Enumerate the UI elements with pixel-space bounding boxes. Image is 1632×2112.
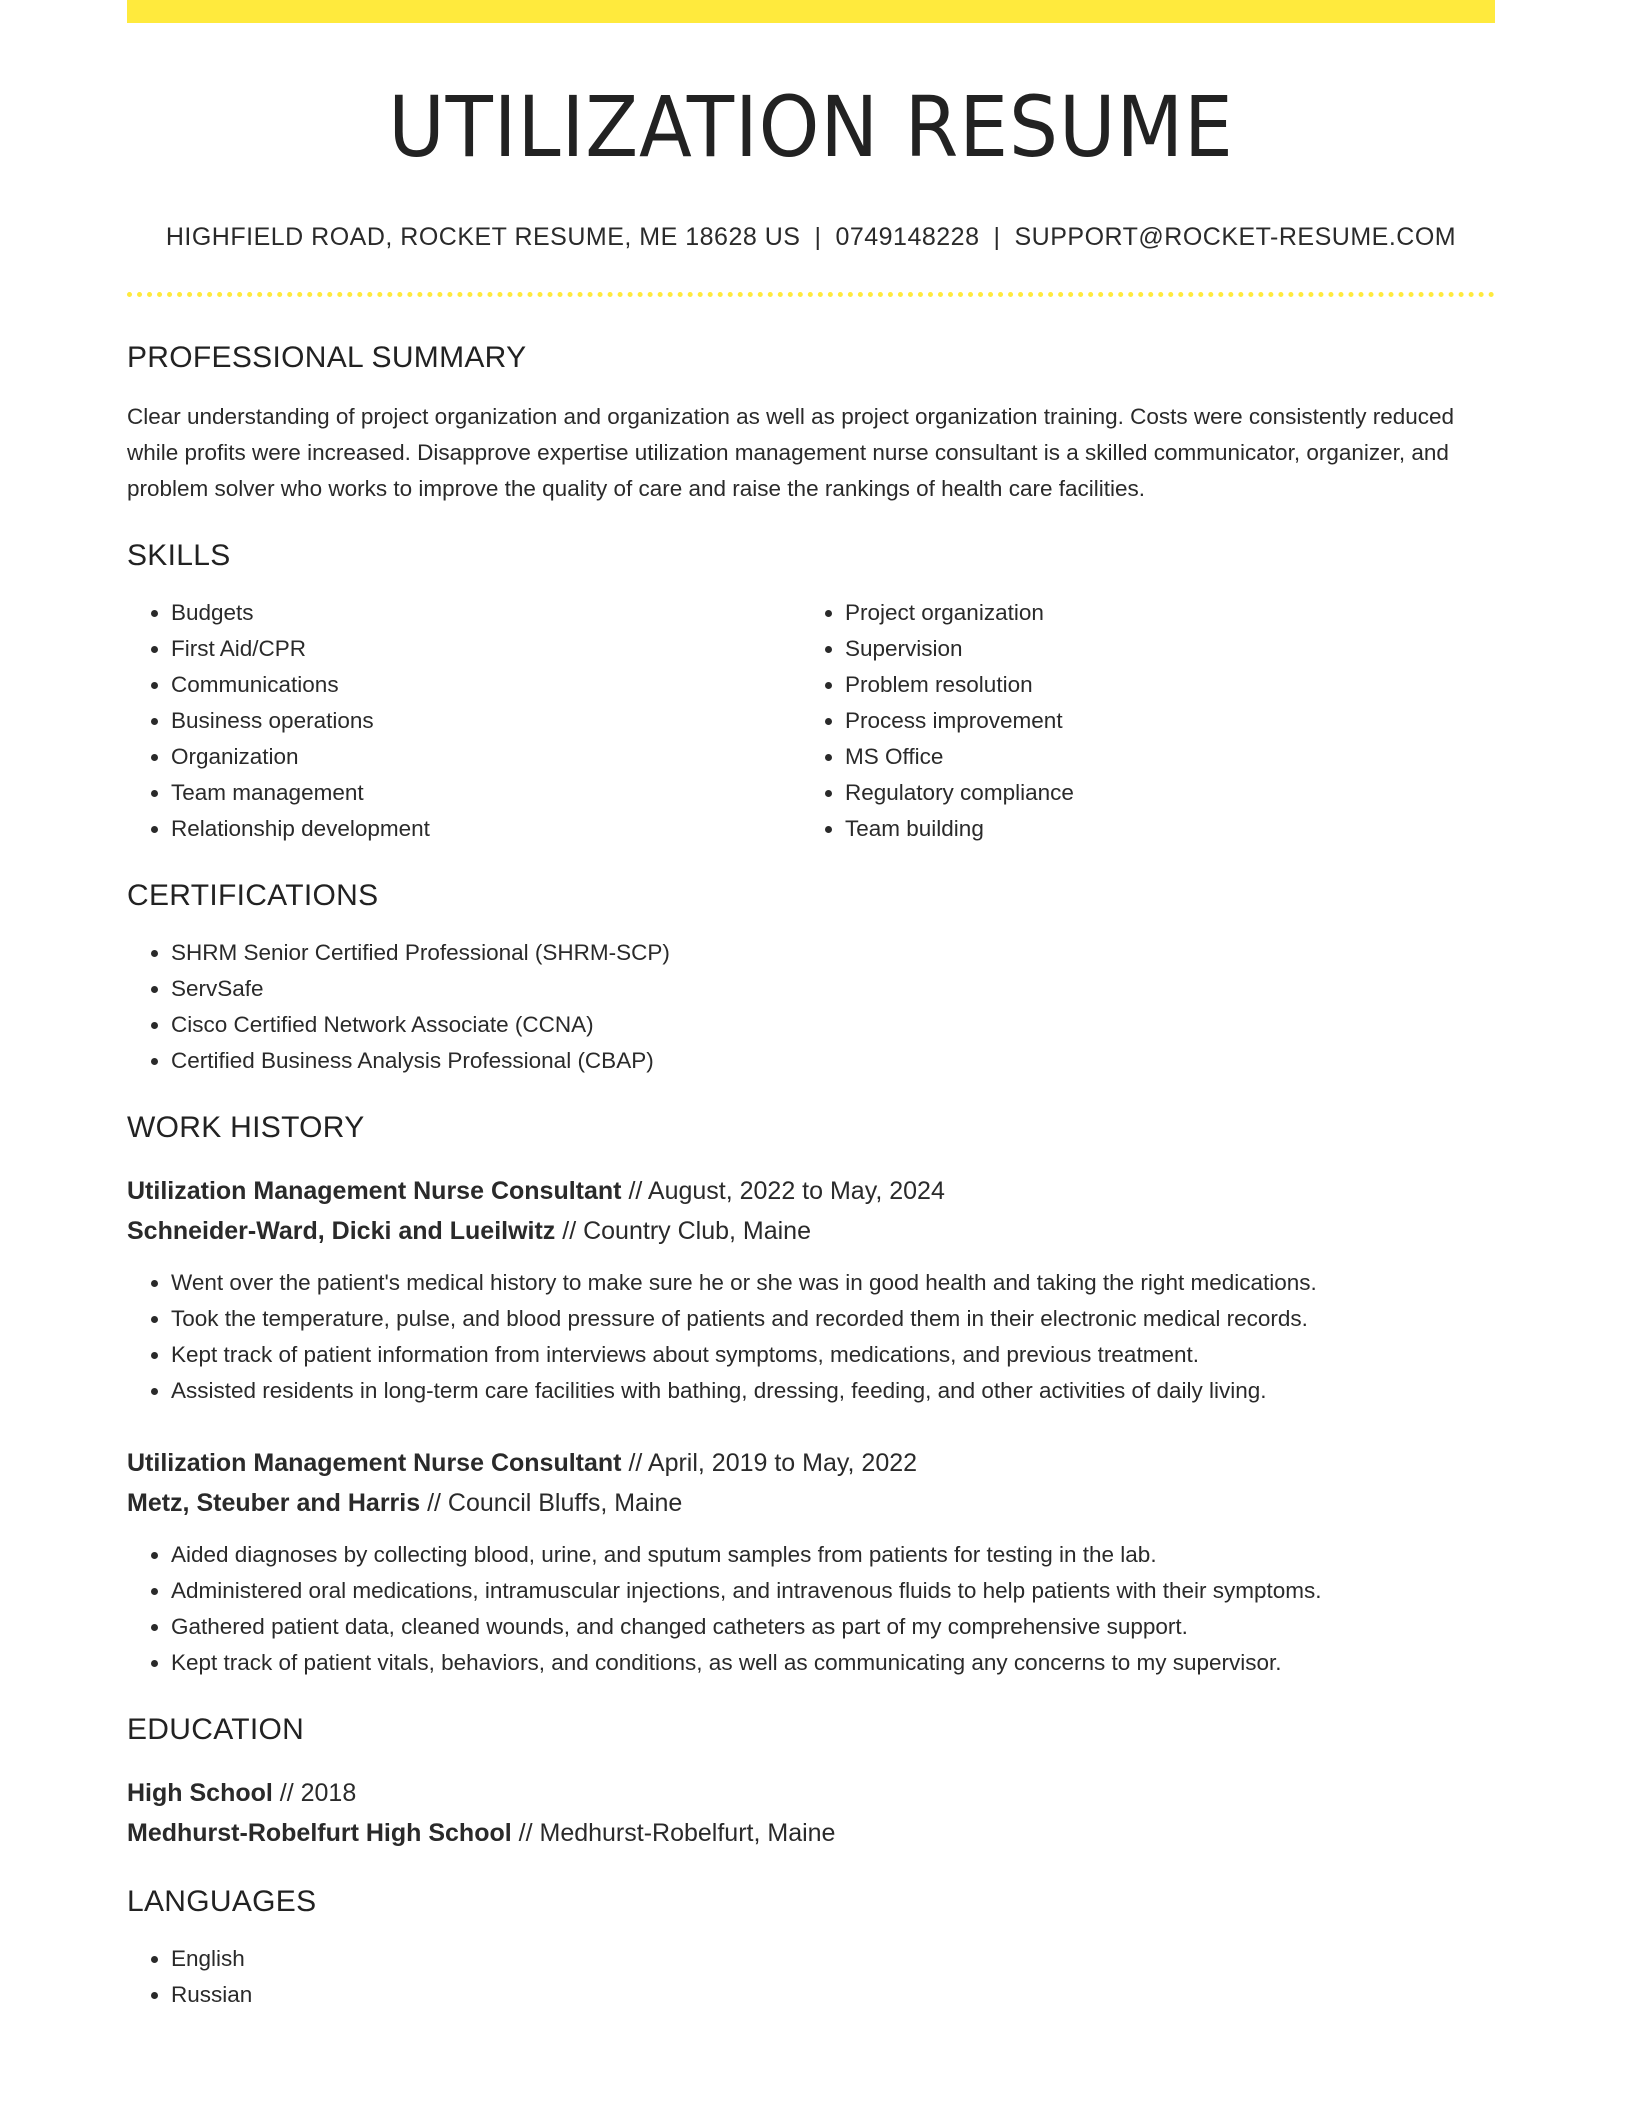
skill-item: • First Aid/CPR <box>171 631 801 667</box>
work-history-heading: WORK HISTORY <box>127 1111 365 1145</box>
dotted-divider <box>127 292 1495 297</box>
job-title: Utilization Management Nurse Consultant <box>127 1177 622 1206</box>
job-bullet: • Administered oral medications, intramuscular injections, and intravenous fluids to help patients with their symptoms. <box>171 1573 1495 1609</box>
job-bullets <box>127 1265 1495 1409</box>
education-school-line <box>127 1813 1495 1853</box>
contact-address: HIGHFIELD ROAD, ROCKET RESUME, ME 18628 US <box>165 223 801 252</box>
job-bullet: • Took the temperature, pulse, and blood pressure of patients and recorded them in their electronic medical records. <box>171 1301 1495 1337</box>
resume-page <box>127 0 1495 2013</box>
contact-line <box>127 223 1495 252</box>
job-title-line <box>127 1171 1495 1211</box>
job-bullet: • Gathered patient data, cleaned wounds, and changed catheters as part of my comprehensive support. <box>171 1609 1495 1645</box>
skill-item: • Team management <box>171 775 801 811</box>
job-dates: // April, 2019 to May, 2022 <box>628 1449 918 1478</box>
education-degree-line <box>127 1773 1495 1813</box>
job-bullet: • Went over the patient's medical history to make sure he or she was in good health and taking the right medications. <box>171 1265 1495 1301</box>
summary-text: Clear understanding of project organization and organization as well as project organization training. Costs were consistently reduced while profits were increased. Disapprove expertise utilization management nurse consultant is a skilled communicator, organizer, and problem solver who works to improve the quality of care and raise the rankings of health care facilities. <box>127 404 1455 502</box>
certification-item: • SHRM Senior Certified Professional (SHRM-SCP) <box>171 935 1495 971</box>
skills-columns <box>127 595 1495 847</box>
job-location: // Country Club, Maine <box>562 1217 811 1246</box>
skill-item: • Business operations <box>171 703 801 739</box>
contact-email: SUPPORT@ROCKET-RESUME.COM <box>1014 223 1457 252</box>
job-title: Utilization Management Nurse Consultant <box>127 1449 622 1478</box>
skill-item: • Supervision <box>845 631 1475 667</box>
job-bullet: • Assisted residents in long-term care facilities with bathing, dressing, feeding, and other activities of daily living. <box>171 1373 1495 1409</box>
contact-phone: 0749148228 <box>835 223 980 252</box>
skill-item: • Budgets <box>171 595 801 631</box>
certification-item: • ServSafe <box>171 971 1495 1007</box>
resume-title: UTILIZATION RESUME <box>388 78 1234 176</box>
language-item: • Russian <box>171 1977 1495 2013</box>
skill-item: • Team building <box>845 811 1475 847</box>
contact-separator: | <box>993 223 1001 252</box>
job-bullet: • Kept track of patient information from interviews about symptoms, medications, and previous treatment. <box>171 1337 1495 1373</box>
job-bullets <box>127 1537 1495 1681</box>
job-company-line <box>127 1483 1495 1523</box>
certification-item: • Cisco Certified Network Associate (CCNA) <box>171 1007 1495 1043</box>
job-dates: // August, 2022 to May, 2024 <box>628 1177 945 1206</box>
job-entry <box>127 1443 1495 1681</box>
skills-heading: SKILLS <box>127 539 231 573</box>
skill-item: • Relationship development <box>171 811 801 847</box>
education-school: Medhurst-Robelfurt High School <box>127 1819 512 1848</box>
certifications-heading: CERTIFICATIONS <box>127 879 379 913</box>
languages-list <box>127 1941 1495 2013</box>
job-title-line <box>127 1443 1495 1483</box>
certifications-list <box>127 935 1495 1079</box>
skills-right-list <box>801 595 1475 847</box>
languages-heading: LANGUAGES <box>127 1885 317 1919</box>
skill-item: • Process improvement <box>845 703 1475 739</box>
education-year: // 2018 <box>279 1779 357 1808</box>
job-company: Metz, Steuber and Harris <box>127 1489 421 1518</box>
skill-item: • MS Office <box>845 739 1475 775</box>
job-bullet: • Aided diagnoses by collecting blood, urine, and sputum samples from patients for testing in the lab. <box>171 1537 1495 1573</box>
summary-heading: PROFESSIONAL SUMMARY <box>127 341 527 375</box>
job-entry <box>127 1171 1495 1409</box>
job-bullet: • Kept track of patient vitals, behaviors, and conditions, as well as communicating any concerns to my supervisor. <box>171 1645 1495 1681</box>
skill-item: • Organization <box>171 739 801 775</box>
certification-item: • Certified Business Analysis Professional (CBAP) <box>171 1043 1495 1079</box>
job-company: Schneider-Ward, Dicki and Lueilwitz <box>127 1217 556 1246</box>
job-company-line <box>127 1211 1495 1251</box>
top-accent-bar <box>127 0 1495 23</box>
skills-left-list <box>127 595 801 847</box>
contact-separator: | <box>814 223 822 252</box>
skill-item: • Problem resolution <box>845 667 1475 703</box>
education-degree: High School <box>127 1779 273 1808</box>
education-heading: EDUCATION <box>127 1713 305 1747</box>
job-location: // Council Bluffs, Maine <box>427 1489 683 1518</box>
language-item: • English <box>171 1941 1495 1977</box>
skill-item: • Project organization <box>845 595 1475 631</box>
skill-item: • Regulatory compliance <box>845 775 1475 811</box>
education-location: // Medhurst-Robelfurt, Maine <box>518 1819 836 1848</box>
skill-item: • Communications <box>171 667 801 703</box>
